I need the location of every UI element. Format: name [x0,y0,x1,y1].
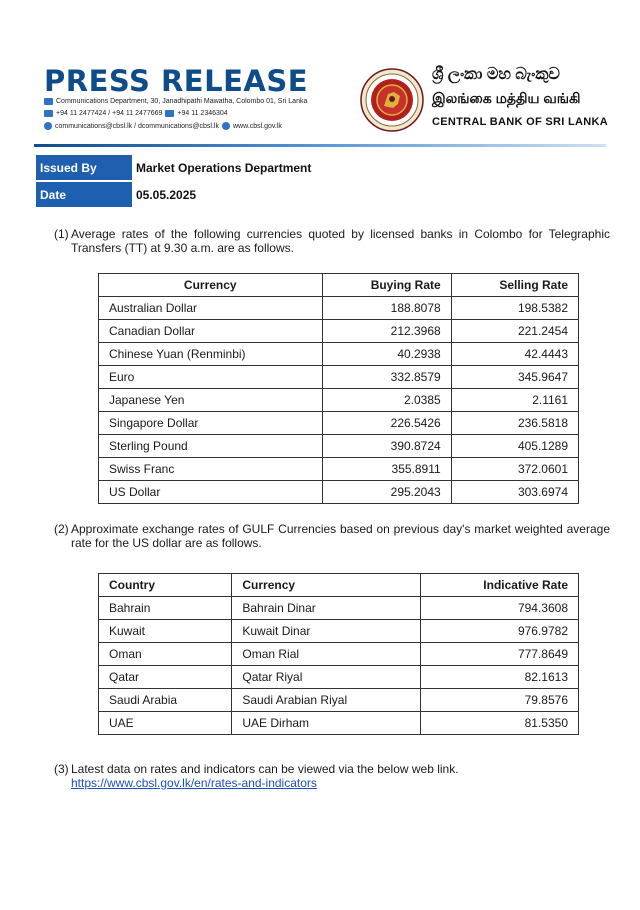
table-row [99,597,579,620]
table-cell-rate: 976.9782 [420,620,578,643]
table-row [99,412,579,435]
section-2-number: (2) [54,522,69,536]
table-cell-buy: 2.0385 [322,389,451,412]
table-row [99,666,579,689]
table-cell-sell: 236.5818 [451,412,578,435]
press-release-title: PRESS RELEASE [44,64,309,98]
table-cell-rate: 81.5350 [420,712,578,735]
table-cell-buy: 355.8911 [322,458,451,481]
tt-rates-table [98,273,579,504]
section-1-number: (1) [54,227,69,241]
envelope-icon [44,98,53,105]
table-cell-currency: Canadian Dollar [99,320,323,343]
table-cell-currency: Chinese Yuan (Renminbi) [99,343,323,366]
bank-name-english: CENTRAL BANK OF SRI LANKA [432,116,608,128]
table-cell-currency: UAE Dirham [232,712,420,735]
website-text[interactable]: www.cbsl.gov.lk [233,122,282,130]
table-cell-rate: 82.1613 [420,666,578,689]
table-row [99,712,579,735]
column-header-country: Country [99,574,232,597]
issued-by-value: Market Operations Department [136,161,312,175]
table-cell-rate: 79.8576 [420,689,578,712]
table-cell-currency: Euro [99,366,323,389]
table-row [99,689,579,712]
table-cell-currency: Qatar Riyal [232,666,420,689]
issued-by-row [36,155,320,181]
table-cell-country: Kuwait [99,620,232,643]
table-cell-sell: 405.1289 [451,435,578,458]
phone-line [44,110,228,117]
column-header-selling-rate: Selling Rate [451,274,578,297]
table-cell-sell: 198.5382 [451,297,578,320]
column-header-currency: Currency [99,274,323,297]
table-cell-buy: 226.5426 [322,412,451,435]
table-row [99,320,579,343]
table-cell-rate: 794.3608 [420,597,578,620]
table-cell-rate: 777.8649 [420,643,578,666]
rates-indicators-link[interactable]: https://www.cbsl.gov.lk/en/rates-and-indicators [71,776,317,790]
email-line [44,122,282,130]
table-cell-buy: 188.8078 [322,297,451,320]
fax-icon [165,110,174,117]
table-cell-country: Bahrain [99,597,232,620]
section-3-number: (3) [54,762,69,776]
table-row [99,366,579,389]
table-cell-sell: 345.9647 [451,366,578,389]
table-row [99,481,579,504]
table-cell-buy: 332.8579 [322,366,451,389]
release-meta-table [36,155,320,209]
section-3-paragraph [54,762,610,790]
address-text: Communications Department, 30, Janadhipathi Mawatha, Colombo 01, Sri Lanka [56,98,308,105]
table-cell-country: UAE [99,712,232,735]
table-cell-currency: Oman Rial [232,643,420,666]
section-1-paragraph [54,227,610,255]
table-cell-currency: Bahrain Dinar [232,597,420,620]
address-line [44,98,307,105]
bank-name-tamil: இலங்கை மத்திய வங்கி [432,90,581,106]
table-row [99,297,579,320]
table-cell-currency: Singapore Dollar [99,412,323,435]
section-2-paragraph [54,522,610,550]
table-cell-sell: 2.1161 [451,389,578,412]
table-row [99,389,579,412]
phone-text: +94 11 2477424 / +94 11 2477669 [56,110,163,117]
header-divider [34,144,606,147]
table-cell-sell: 42.4443 [451,343,578,366]
email-text[interactable]: communications@cbsl.lk / dcommunications@cbsl.lk [55,122,219,130]
table-cell-country: Qatar [99,666,232,689]
column-header-currency: Currency [232,574,420,597]
table-cell-buy: 295.2043 [322,481,451,504]
date-label: Date [36,181,132,208]
globe-icon [222,122,230,130]
table-cell-country: Oman [99,643,232,666]
table-cell-sell: 372.0601 [451,458,578,481]
table-row [99,458,579,481]
at-icon [44,122,52,130]
phone-icon [44,110,53,117]
table-row [99,643,579,666]
cbsl-seal-logo [360,68,424,132]
fax-text: +94 11 2346304 [177,110,228,117]
table-cell-buy: 390.8724 [322,435,451,458]
table-row [99,435,579,458]
column-header-indicative-rate: Indicative Rate [420,574,578,597]
date-row [36,181,320,208]
table-cell-currency: US Dollar [99,481,323,504]
table-cell-currency: Japanese Yen [99,389,323,412]
table-row [99,620,579,643]
table-cell-currency: Saudi Arabian Riyal [232,689,420,712]
column-header-buying-rate: Buying Rate [322,274,451,297]
section-1-text: Average rates of the following currencies quoted by licensed banks in Colombo for Telegraphic Transfers (TT) at 9.30 a.m. are as follows. [71,227,610,255]
table-header-row [99,274,579,297]
section-2-text: Approximate exchange rates of GULF Currencies based on previous day's market weighted average rate for the US dollar are as follows. [71,522,610,550]
bank-name-sinhala: ශ්‍රී ලංකා මහ බැංකුව [432,66,560,83]
gulf-rates-table [98,573,579,735]
table-cell-currency: Kuwait Dinar [232,620,420,643]
press-release-header [0,0,640,150]
date-value: 05.05.2025 [136,187,197,202]
table-cell-sell: 303.6974 [451,481,578,504]
table-cell-country: Saudi Arabia [99,689,232,712]
table-cell-buy: 40.2938 [322,343,451,366]
table-header-row [99,574,579,597]
table-cell-currency: Australian Dollar [99,297,323,320]
table-cell-buy: 212.3968 [322,320,451,343]
section-3-text: Latest data on rates and indicators can be viewed via the below web link. [71,762,459,776]
issued-by-label: Issued By [36,155,132,181]
table-row [99,343,579,366]
table-cell-currency: Sterling Pound [99,435,323,458]
table-cell-currency: Swiss Franc [99,458,323,481]
table-cell-sell: 221.2454 [451,320,578,343]
